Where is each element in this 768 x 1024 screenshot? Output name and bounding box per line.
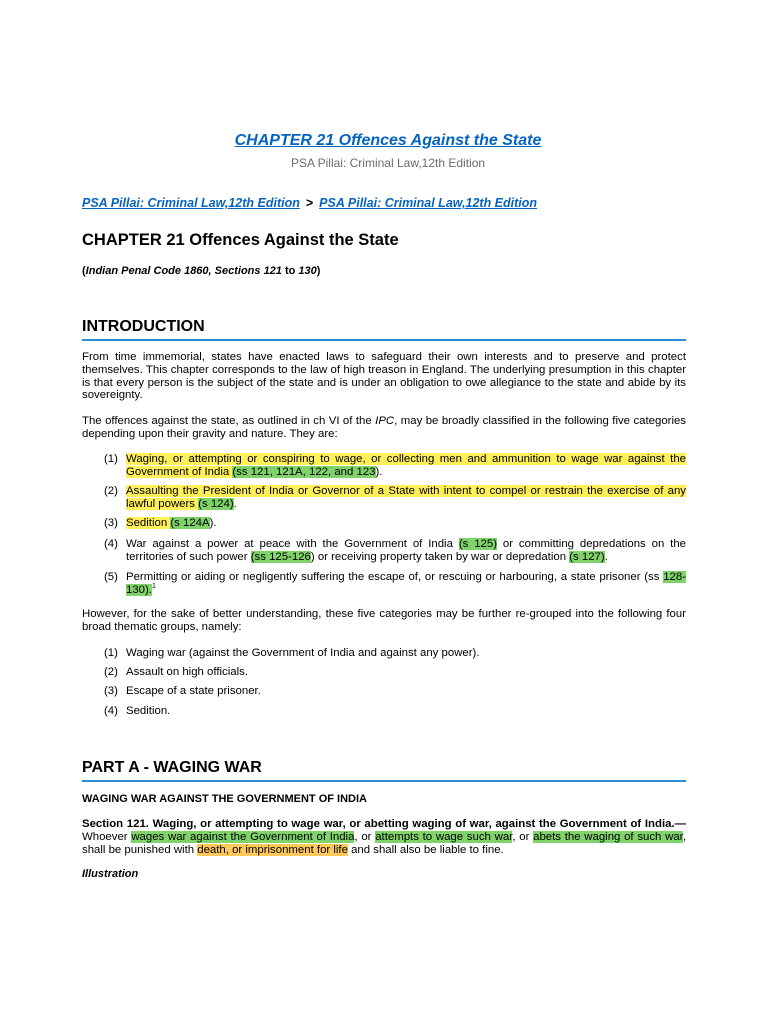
highlight-yellow: Waging, or attempting or conspiring to wage, or collecting men and ammunition to wage war against the Government of India <box>126 453 686 478</box>
highlight-green: (s 125) <box>458 538 498 550</box>
classification-paragraph: The offences against the state, as outlined in ch VI of the IPC, may be broadly classified in the following five categories depending upon their gravity and nature. They are: <box>82 415 687 440</box>
illustration-label: Illustration <box>82 868 139 880</box>
highlight-green: (s 124A <box>170 517 210 529</box>
highlight-green: (s 124) <box>198 497 234 510</box>
code-reference: (Indian Penal Code 1860, Sections 121 to 130) <box>82 265 321 277</box>
highlight-green: attempts to wage such war <box>375 830 513 843</box>
section-heading-introduction: INTRODUCTION <box>82 317 686 341</box>
highlight-green: (s 127) <box>569 550 605 563</box>
intro-paragraph: From time immemorial, states have enacted laws to safeguard their own interests and to preserve and protect themselves. This chapter corresponds to the law of high treason in England. The underlying presumption in this chapter is that every person is the subject of the state and is under an obligation to owe allegiance to the state and abide by its sovereignty. <box>82 351 686 402</box>
document-title-link[interactable]: CHAPTER 21 Offences Against the State <box>234 132 542 149</box>
highlight-green: (ss 125-126 <box>250 550 311 563</box>
highlight-orange: death, or imprisonment for life <box>197 843 348 856</box>
footnote-marker[interactable]: 1 <box>151 583 156 590</box>
section-121-paragraph: Section 121. Waging, or attempting to wage war, or abetting waging of war, against the Government of India.— Whoever wages war against the Government of India, or attempts to wage such war, or abets the waging of such war, shall be punished with death, or imprisonment for life and shall also be liable to fine. <box>82 818 687 856</box>
breadcrumb-separator: > <box>305 196 314 210</box>
breadcrumb <box>82 195 686 211</box>
subheading-waging-war: WAGING WAR AGAINST THE GOVERNMENT OF INDIA <box>82 793 367 805</box>
highlight-green: (ss 121, 121A, 122, and 123 <box>232 465 376 478</box>
highlight-yellow: Sedition <box>126 517 171 529</box>
section-heading-part-a: PART A - WAGING WAR <box>82 758 686 782</box>
chapter-heading: CHAPTER 21 Offences Against the State <box>82 231 399 249</box>
document-subtitle: PSA Pillai: Criminal Law,12th Edition <box>290 156 486 170</box>
breadcrumb-link-edition[interactable]: PSA Pillai: Criminal Law,12th Edition <box>319 196 538 210</box>
regroup-paragraph: However, for the sake of better understanding, these five categories may be further re-grouped into the following four broad thematic groups, namely: <box>82 608 686 633</box>
document-page: CHAPTER 21 Offences Against the State PSA Pillai: Criminal Law,12th Edition PSA Pillai: Criminal Law,12th Edition > PSA Pillai: Criminal Law,12th Edition CHAPTER 21 Offences Against the State (Indian Penal Code 1860, Sections 121 to 130) INTRODUCTION From time immemorial, states have enacted laws to safeguard their own interests and to preserve and protect themselves. This chapter corresponds to the law of high treason in England. The underlying presumption in this chapter is that every person is the subject of the state and is under an obligation to owe allegiance to the state and abide by its sovereignty. The offences against the state, as outlined in ch VI of the IPC, may be broadly classified in the following five categories depending upon their gravity and nature. They are: (1) Waging, or attempting or conspiring to wage, or collecting men and ammunition to wage war against the Government of India (ss 121, 121A, 122, and 123). (2) Assaulting the President of India or Governor of a State with intent to compel or restrain the exercise of any lawful powers (s 124). (3) Sedition (s 124A). (4) War against a power at peace with the Government of India (s 125) or committing depredations on the territories of such power (ss 125-126) or receiving property taken by war or depredation (s 127). (5) Permitting or aiding or negligently suffering the escape of, or rescuing or harbouring, a state prisoner (ss 128-130).$^1$ However, for the sake of better understanding, these five categories may be further re-grouped into the following four broad thematic groups, namely: (1) Waging war (against the Government of India and against any power). (2) Assault on high officials. (3) Escape of a state prisoner. (4) Sedition. PART A - WAGING WAR WAGING WAR AGAINST THE GOVERNMENT OF INDIA Section 121. Waging, or attempting to wage war, or abetting waging of war, against the Government of India.— Whoever wages war against the Government of India, or attempts to wage such war, or abets the waging of such war, shall be punished with death, or imprisonment for life and shall also be liable to fine. Illustration <box>0 0 768 1024</box>
highlight-green: wages war against the Government of India <box>131 830 355 843</box>
highlight-green: abets the waging of such war <box>533 830 683 843</box>
breadcrumb-link-book[interactable]: PSA Pillai: Criminal Law,12th Edition <box>82 196 300 210</box>
highlight-green: 128-130). <box>126 571 686 596</box>
highlight-yellow: Assaulting the President of India or Governor of a State with intent to compel or restrain the exercise of any lawful powers <box>126 485 686 510</box>
section-title: Section 121. Waging, or attempting to wage war, or abetting waging of war, against the Government of India.— <box>82 818 686 830</box>
